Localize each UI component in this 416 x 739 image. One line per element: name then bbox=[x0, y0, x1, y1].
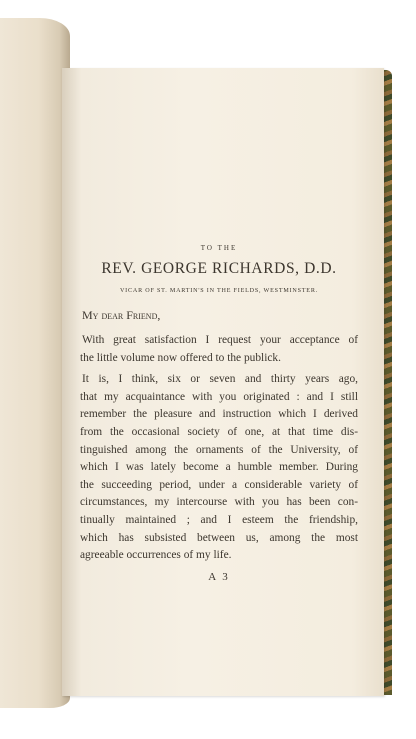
paragraph-1-line: With great satisfaction I request your acceptance of bbox=[82, 334, 358, 346]
paragraph-2 bbox=[80, 371, 358, 565]
paragraph-2-line: which has subsisted between us, among the most bbox=[80, 531, 358, 544]
paragraph-2-line: It is, I think, six or seven and thirty years ago, bbox=[82, 373, 358, 386]
paragraph-2-line: from the occasional society of one, at that time dis- bbox=[80, 425, 358, 438]
paragraph-2-line: that my acquaintance with you originated : and I still bbox=[80, 390, 358, 403]
dedicatee-title: VICAR OF ST. MARTIN'S IN THE FIELDS, WESTMINSTER. bbox=[119, 288, 319, 294]
paragraph-2-line: the succeeding period, under a considerable variety of bbox=[80, 478, 358, 491]
paragraph-2-line: which I was lately become a humble member. During bbox=[80, 461, 358, 474]
paragraph-2-line: circumstances, my intercourse with you has been con- bbox=[80, 496, 358, 509]
paragraph-2-line: tinually maintained ; and I esteem the friendship, bbox=[80, 513, 358, 526]
paragraph-1 bbox=[80, 332, 358, 367]
left-page bbox=[0, 18, 70, 708]
to-the-heading: TO THE bbox=[200, 244, 238, 252]
signature-mark: A 3 bbox=[208, 570, 230, 583]
paragraph-1-line: the little volume now offered to the publick. bbox=[80, 351, 281, 364]
paragraph-2-line: tinguished among the ornaments of the University, of bbox=[80, 443, 358, 456]
dedicatee-name: REV. GEORGE RICHARDS, D.D. bbox=[101, 260, 337, 277]
salutation: My dear Friend, bbox=[82, 308, 161, 322]
dedication-text bbox=[80, 244, 358, 583]
paragraph-2-line: remember the pleasure and instruction which I derived bbox=[80, 408, 358, 421]
paragraph-2-line: agreeable occurrences of my life. bbox=[80, 549, 232, 562]
